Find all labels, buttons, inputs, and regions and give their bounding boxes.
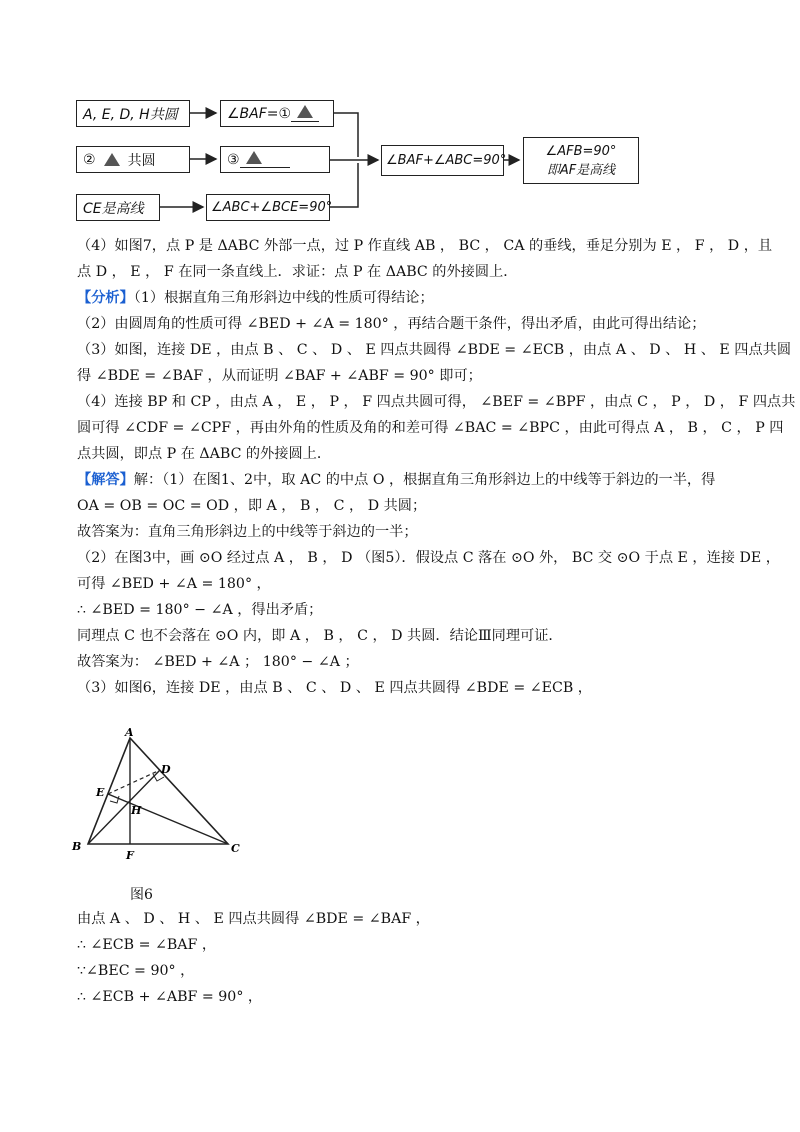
text-line: （2）在图3中，画 ⊙O 经过点 A ， B ， D （图5）．假设点 C 落在 ⊙O 外， BC 交 ⊙O 于点 E ，连接 DE ， bbox=[77, 550, 780, 566]
text-line bbox=[77, 467, 737, 493]
triangle-abc bbox=[88, 738, 228, 844]
connector-2 bbox=[334, 113, 358, 157]
text-line: （3）如图，连接 DE ，由点 B 、 C 、 D 、 E 四点共圆得 ∠BDE = ∠ECB ，由点 A 、 D 、 H 、 E 四点共圆 bbox=[77, 342, 792, 358]
label-f: F bbox=[126, 849, 134, 862]
flow-box-3-prefix: ② bbox=[83, 151, 96, 168]
text-line: 点共圆，即点 P 在 ΔABC 的外接圆上． bbox=[77, 446, 332, 462]
flow-box-2-blank bbox=[291, 105, 319, 122]
flow-box-3 bbox=[76, 146, 190, 173]
text-line: （3）如图6，连接 DE ，由点 B 、 C 、 D 、 E 四点共圆得 ∠BDE = ∠ECB ， bbox=[77, 680, 592, 696]
flow-box-5-text: CE是高线 bbox=[83, 200, 144, 217]
text-line: （4）连接 BP 和 CP ，由点 A ， E ， P ， F 四点共圆可得， ∠BEF = ∠BPF ，由点 C ， P ， D ， F 四点共 bbox=[77, 394, 796, 410]
label-h: H bbox=[131, 804, 142, 817]
answer-tag: 【解答】 bbox=[77, 472, 134, 488]
flow-box-8-line2: 即AF是高线 bbox=[546, 162, 616, 178]
flow-box-1 bbox=[76, 100, 190, 127]
text-line: ∴ ∠ECB + ∠ABF = 90° ， bbox=[77, 989, 263, 1005]
flowchart bbox=[0, 0, 800, 230]
label-a: A bbox=[125, 728, 134, 739]
flow-box-1-text: A, E, D, H共圆 bbox=[83, 106, 178, 123]
flow-box-2-text: ∠BAF=① bbox=[227, 105, 292, 122]
flow-box-8-line1: ∠AFB=90° bbox=[545, 143, 617, 159]
text-span: （1）根据直角三角形斜边中线的性质可得结论； bbox=[133, 290, 434, 306]
document-body-continued bbox=[77, 906, 430, 1010]
analysis-tag: 【分析】 bbox=[77, 290, 134, 306]
figure-caption: 图6 bbox=[130, 887, 153, 903]
flow-box-6 bbox=[206, 194, 333, 221]
label-d: D bbox=[161, 763, 171, 776]
text-line: 同理点 C 也不会落在 ⊙O 内，即 A ， B ， C ， D 共圆．结论Ⅲ同理可证． bbox=[77, 628, 563, 644]
label-b: B bbox=[72, 840, 82, 853]
text-line bbox=[77, 285, 737, 311]
geometry-figure bbox=[70, 728, 250, 868]
label-c: C bbox=[231, 842, 240, 855]
flow-box-6-text: ∠ABC+∠BCE=90° bbox=[211, 200, 333, 215]
flow-box-2 bbox=[220, 100, 334, 127]
text-line: 由点 A 、 D 、 H 、 E 四点共圆得 ∠BDE = ∠BAF ， bbox=[77, 911, 430, 927]
triangle-icon bbox=[246, 151, 262, 164]
text-line: 故答案为： ∠BED + ∠A ； 180° − ∠A ； bbox=[77, 654, 359, 670]
flow-box-8 bbox=[523, 137, 639, 184]
text-line: （4）如图7，点 P 是 ΔABC 外部一点，过 P 作直线 AB ， BC ， CA 的垂线，垂足分别为 E ， F ， D ，且 bbox=[77, 238, 773, 254]
text-span: 解：（1）在图1、2中，取 AC 的中点 O ，根据直角三角形斜边上的中线等于斜边的一半，得 bbox=[133, 472, 716, 488]
text-line: ∴ ∠ECB = ∠BAF ， bbox=[77, 937, 217, 953]
flow-box-4 bbox=[220, 146, 330, 173]
segment-bd bbox=[88, 770, 160, 844]
text-line: OA = OB = OC = OD ，即 A ， B ， C ， D 共圆； bbox=[77, 498, 427, 514]
text-line: 可得 ∠BED + ∠A = 180° ， bbox=[77, 576, 271, 592]
text-line: 圆可得 ∠CDF = ∠CPF ，再由外角的性质及角的和差可得 ∠BAC = ∠BPC ，由此可得点 A ， B ， C ， P 四 bbox=[77, 420, 784, 436]
flow-box-4-blank bbox=[240, 151, 290, 168]
text-line: 点 D ， E ， F 在同一条直线上．求证：点 P 在 ΔABC 的外接圆上． bbox=[77, 264, 518, 280]
segment-ce bbox=[108, 794, 228, 844]
connector-6 bbox=[330, 163, 358, 207]
label-e: E bbox=[96, 786, 105, 799]
text-line: 故答案为：直角三角形斜边上的中线等于斜边的一半； bbox=[77, 524, 418, 540]
triangle-icon bbox=[104, 153, 120, 166]
document-body bbox=[77, 233, 796, 701]
text-line: ∵∠BEC = 90° ， bbox=[77, 963, 195, 979]
flow-box-5 bbox=[76, 194, 160, 221]
flow-box-7-text: ∠BAF+∠ABC=90° bbox=[386, 153, 507, 168]
text-line: 得 ∠BDE = ∠BAF ，从而证明 ∠BAF + ∠ABF = 90° 即可； bbox=[77, 368, 482, 384]
flow-box-4-prefix: ③ bbox=[227, 151, 240, 168]
flow-box-7 bbox=[381, 145, 507, 176]
flow-box-3-suffix: 共圆 bbox=[127, 152, 156, 169]
text-line: ∴ ∠BED = 180° − ∠A ，得出矛盾； bbox=[77, 602, 323, 618]
text-line: （2）由圆周角的性质可得 ∠BED + ∠A = 180° ，再结合题干条件，得出矛盾，由此可得出结论； bbox=[77, 316, 706, 332]
triangle-icon bbox=[297, 105, 313, 118]
